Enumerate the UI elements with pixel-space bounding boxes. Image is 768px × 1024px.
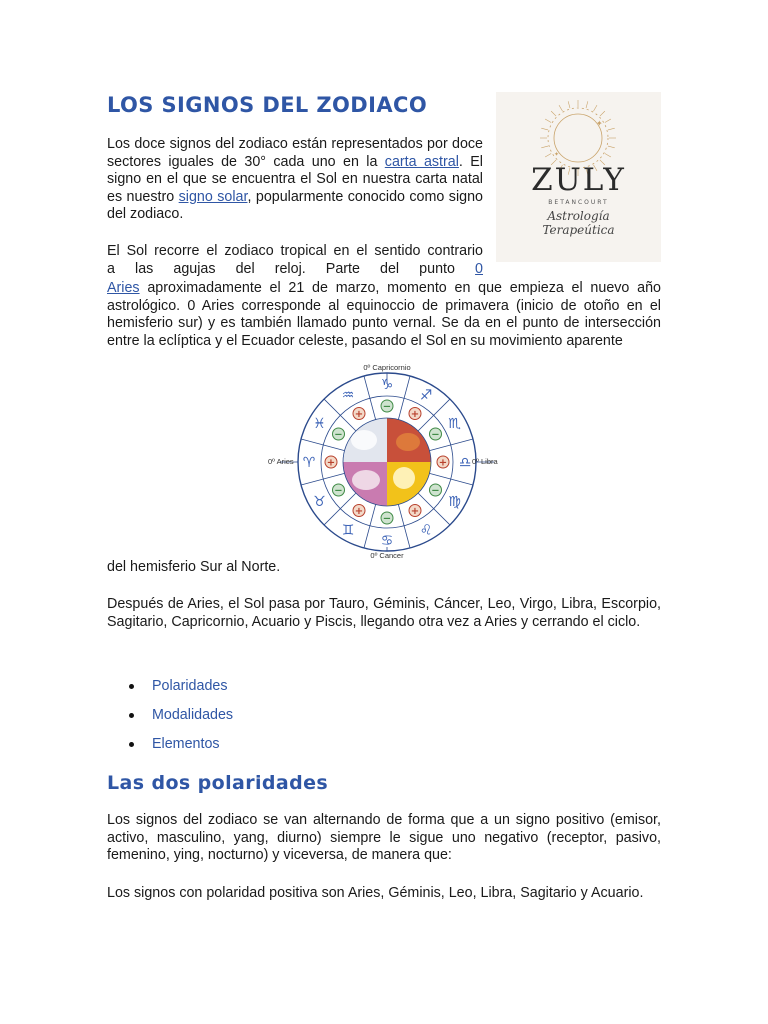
bullet — [129, 713, 134, 718]
intro-paragraph — [107, 136, 483, 224]
sign-sequence-paragraph: Después de Aries, el Sol pasa por Tauro, Géminis, Cáncer, Leo, Virgo, Libra, Escorpio, Sagitario, Capricornio, Acuario y Piscis, llegando otra vez a Aries y cerrando el ciclo. — [107, 596, 661, 630]
sector-divider — [324, 493, 356, 525]
label-cancer: 0º Cancer — [370, 551, 404, 560]
intro-text-1: Los doce signos del zodiaco están representados por doce sectores iguales de 30° cada uno en la — [107, 136, 483, 170]
sun-path-continued: del hemisferio Sur al Norte. — [107, 559, 281, 575]
polarity-sign: − — [382, 401, 392, 413]
zodiac-glyph: ♏ — [448, 416, 461, 432]
polarity-sign: + — [410, 505, 420, 517]
zodiac-glyph: ♓ — [313, 416, 326, 432]
bullet — [129, 742, 134, 747]
sector-divider — [364, 376, 376, 419]
logo-surname: BETANCOURT — [548, 199, 609, 206]
intro-text-2: . El signo en el que se encuentra el Sol en nuestra carta natal es nuestro — [107, 153, 483, 205]
sector-divider — [418, 493, 450, 525]
sector-divider — [398, 505, 410, 548]
polarities-paragraph: Los signos del zodiaco se van alternando de forma que a un signo positivo (emisor, activo, masculino, yang, diurno) siempre le sigue uno negativo (receptor, pasivo, femenino, ying, nocturno) y viceversa, de manera que: — [107, 812, 661, 864]
section-heading-polarities: Las dos polaridades — [107, 772, 329, 794]
zodiac-glyph: ♐ — [419, 387, 433, 404]
zodiac-glyph: ♈ — [302, 455, 316, 471]
polarity-sign: + — [410, 409, 420, 421]
sector-divider — [301, 439, 344, 451]
aries-link-part-1[interactable]: 0 — [475, 260, 483, 277]
sun-path-line-2-text: a las agujas del reloj. Parte del punto — [107, 260, 455, 277]
label-capricornio: 0º Capricornio — [363, 363, 411, 372]
aries-link-part-2[interactable]: Aries — [107, 280, 140, 296]
logo-tagline-2: Terapeútica — [542, 223, 615, 237]
sector-divider — [398, 376, 410, 419]
svg-text:✦: ✦ — [554, 151, 560, 158]
svg-text:✦: ✦ — [596, 119, 603, 128]
polarity-sign: − — [334, 485, 343, 497]
topic-link-modalidades[interactable]: Modalidades — [152, 707, 234, 723]
topic-link-elementos[interactable]: Elementos — [152, 736, 220, 752]
sun-path-line-2 — [107, 261, 483, 279]
polarity-sign: − — [431, 429, 440, 441]
sun-path-paragraph-top — [107, 243, 483, 278]
blossom — [352, 470, 380, 490]
sun-path-line-1: El Sol recorre el zodiaco tropical en el sentido contrario — [107, 243, 483, 259]
sun-path-paragraph — [107, 280, 661, 350]
sector-divider — [364, 505, 376, 548]
frost — [351, 430, 377, 450]
sector-divider — [324, 399, 356, 431]
zodiac-glyph: ♌ — [419, 522, 433, 539]
zodiac-glyph: ♉ — [313, 494, 326, 510]
sector-divider — [430, 439, 473, 451]
sun-glow — [393, 467, 415, 489]
autumn-leaves — [396, 433, 420, 451]
bullet — [129, 684, 134, 689]
zodiac-wheel — [262, 360, 512, 560]
sector-divider — [430, 473, 473, 485]
brand-logo — [496, 92, 661, 262]
zodiac-glyph: ♑ — [380, 377, 394, 393]
label-libra: 0º Libra — [472, 457, 498, 466]
sector-divider — [301, 473, 344, 485]
sun-path-text: aproximadamente el 21 de marzo, momento en que empieza el nuevo año astrológico. 0 Aries corresponde al equinoccio de primavera (inicio de otoño en el hemisferio sur) y es también llamado punto vernal. Se da en el punto de intersección entre la eclíptica y el Ecuador celeste, pasando el Sol en su movimiento aparente — [107, 280, 661, 349]
logo-tagline-1: Astrología — [547, 209, 610, 223]
polarity-sign: + — [326, 457, 336, 469]
polarity-sign: + — [438, 457, 448, 469]
carta-astral-link[interactable]: carta astral — [384, 153, 459, 170]
signo-solar-link[interactable]: signo solar — [178, 188, 248, 205]
zodiac-glyph: ♎ — [458, 455, 472, 471]
polarity-sign: − — [431, 485, 440, 497]
polarity-sign: − — [382, 513, 392, 525]
zodiac-glyph: ♋ — [380, 533, 394, 549]
zodiac-glyph: ♍ — [448, 494, 461, 510]
sector-divider — [418, 399, 450, 431]
zodiac-glyph: ♒ — [341, 387, 355, 404]
intro-text-3: , popularmente conocido como signo del zodiaco. — [107, 188, 483, 223]
polarity-sign: − — [334, 429, 343, 441]
zodiac-glyph: ♊ — [341, 522, 355, 539]
page-title: LOS SIGNOS DEL ZODIACO — [107, 93, 428, 117]
polarity-sign: + — [354, 409, 364, 421]
topic-link-polaridades[interactable]: Polaridades — [152, 678, 228, 694]
positive-signs-paragraph: Los signos con polaridad positiva son Aries, Géminis, Leo, Libra, Sagitario y Acuario. — [107, 885, 644, 901]
label-aries: 0º Aries — [268, 457, 294, 466]
logo-name: ZULY — [531, 162, 626, 198]
polarity-sign: + — [354, 505, 364, 517]
zodiac-wheel-diagram — [262, 360, 512, 560]
